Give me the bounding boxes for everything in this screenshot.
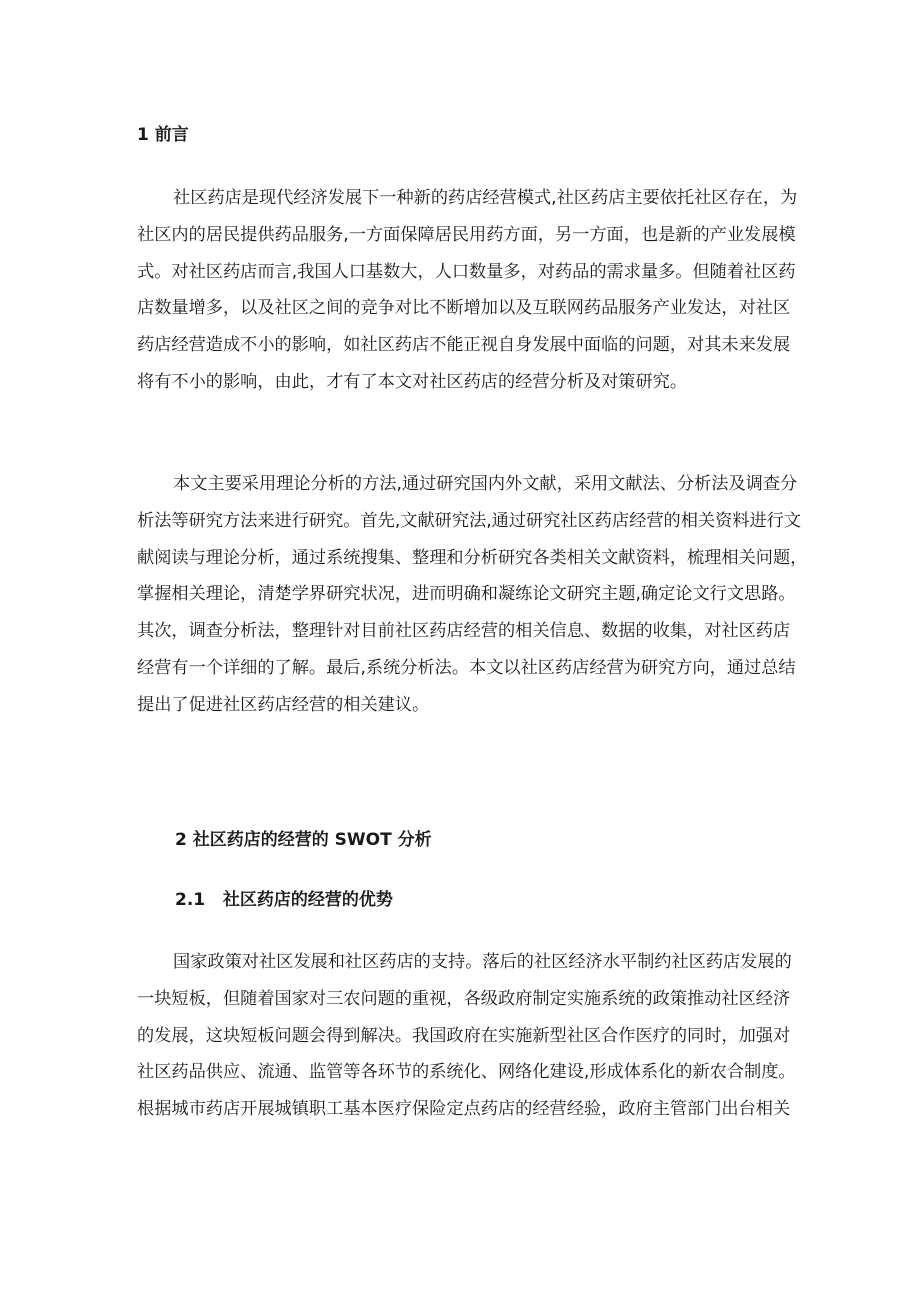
- text-line: 社区药店是现代经济发展下一种新的药店经营模式,社区药店主要依托社区存在，为: [173, 188, 798, 208]
- text-line: 本文主要采用理论分析的方法,通过研究国内外文献，采用文献法、分析法及调查分: [173, 474, 798, 494]
- paragraph-text: [137, 180, 797, 401]
- section-heading-swot: 2 社区药店的经营的 SWOT 分析: [175, 830, 432, 850]
- text-line: 一块短板，但随着国家对三农问题的重视，各级政府制定实施系统的政策推动社区经济: [137, 988, 791, 1009]
- text-line: 其次，调查分析法，整理针对目前社区药店经营的相关信息、数据的收集，对社区药店: [137, 621, 791, 642]
- text-line: 析法等研究方法来进行研究。首先,文献研究法,通过研究社区药店经营的相关资料进行文: [137, 510, 802, 531]
- text-line: 国家政策对社区发展和社区药店的支持。落后的社区经济水平制约社区药店发展的: [173, 952, 792, 972]
- text-line: 掌握相关理论，清楚学界研究状况，进而明确和凝练论文研究主题,确定论文行文思路。: [137, 584, 796, 605]
- subsection-heading-strength: 2.1 社区药店的经营的优势: [175, 890, 393, 910]
- section-1-heading-block: [137, 123, 797, 147]
- text-line: 社区内的居民提供药品服务,一方面保障居民用药方面，另一方面，也是新的产业发展模: [137, 224, 796, 245]
- text-line: 式。对社区药店而言,我国人口基数大，人口数量多，对药品的需求量多。但随着社区药: [137, 261, 796, 282]
- text-line: 药店经营造成不小的影响，如社区药店不能正视自身发展中面临的问题，对其未来发展: [137, 335, 791, 356]
- text-line: 提出了促进社区药店经营的相关建议。: [137, 694, 430, 715]
- section-2-heading-block: [175, 828, 835, 852]
- text-line: 根据城市药店开展城镇职工基本医疗保险定点药店的经营经验，政府主管部门出台相关: [137, 1099, 791, 1120]
- text-line: 将有不小的影响，由此，才有了本文对社区药店的经营分析及对策研究。: [137, 371, 688, 392]
- section-heading-intro: 1 前言: [137, 125, 189, 145]
- text-line: 献阅读与理论分析，通过系统搜集、整理和分析研究各类相关文献资料，梳理相关问题，: [137, 547, 808, 568]
- text-line: 店数量增多，以及社区之间的竞争对比不断增加以及互联网药品服务产业发达，对社区: [137, 298, 791, 319]
- text-line: 社区药品供应、流通、监管等各环节的系统化、网络化建设,形成体系化的新农合制度。: [137, 1062, 796, 1083]
- paragraph-text: [137, 466, 808, 724]
- text-line: 经营有一个详细的了解。最后,系统分析法。本文以社区药店经营为研究方向，通过总结: [137, 657, 796, 678]
- paragraph-text: [137, 944, 797, 1128]
- text-line: 的发展，这块短板问题会得到解决。我国政府在实施新型社区合作医疗的同时，加强对: [137, 1025, 791, 1046]
- subsection-2-1-heading-block: [175, 888, 835, 912]
- strength-paragraph: [137, 944, 797, 1128]
- intro-paragraph-1: [137, 180, 797, 401]
- intro-paragraph-2: [137, 466, 808, 724]
